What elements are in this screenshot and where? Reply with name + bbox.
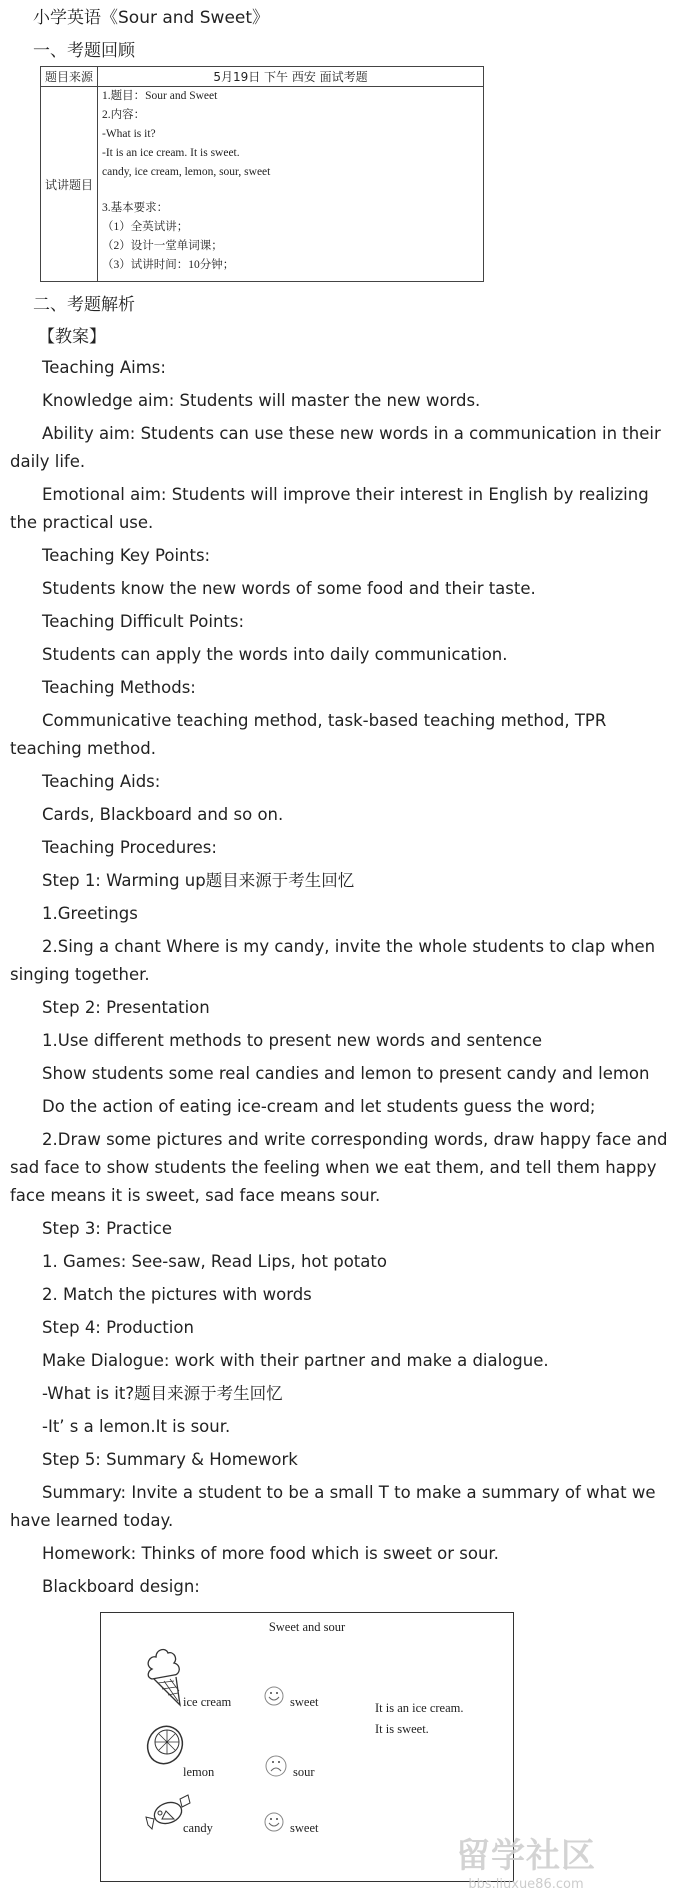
content-line bbox=[102, 182, 479, 199]
lesson-plan-label: 【教案】 bbox=[38, 327, 106, 347]
lesson-paragraph: Show students some real candies and lemon to present candy and lemon bbox=[42, 1064, 650, 1083]
lesson-paragraph: Emotional aim: Students will improve their interest in English by realizing the practical use. bbox=[10, 485, 649, 532]
lesson-paragraph: Students know the new words of some food and their taste. bbox=[42, 579, 536, 598]
lesson-paragraph: 1.Greetings bbox=[42, 904, 138, 923]
lesson-paragraph: 2.Draw some pictures and write corresponding words, draw happy face and sad face to show students the feeling when we eat them, and tell them happy face means it is sweet, sad face means sour. bbox=[10, 1130, 668, 1205]
word-lemon: lemon bbox=[183, 1765, 215, 1779]
content-line: -It is an ice cream. It is sweet. bbox=[102, 147, 240, 159]
taste-sour: sour bbox=[293, 1765, 315, 1779]
lesson-paragraph: Teaching Methods: bbox=[42, 678, 196, 697]
section-heading-review: 一、考题回顾 bbox=[33, 41, 135, 61]
happy-face-icon bbox=[264, 1685, 284, 1707]
word-ice-cream: ice cream bbox=[183, 1695, 232, 1709]
lesson-paragraph: Communicative teaching method, task-based teaching method, TPR teaching method. bbox=[10, 711, 607, 758]
sad-face-icon bbox=[265, 1754, 287, 1777]
lesson-paragraph: 2.Sing a chant Where is my candy, invite the whole students to clap when singing together. bbox=[10, 937, 656, 984]
lesson-paragraph: Step 1: Warming up题目来源于考生回忆 bbox=[42, 871, 355, 890]
lesson-paragraph: Teaching Difficult Points: bbox=[42, 612, 245, 631]
lesson-paragraph: 2. Match the pictures with words bbox=[42, 1285, 312, 1304]
lesson-paragraph: Students can apply the words into daily communication. bbox=[42, 645, 508, 664]
lesson-paragraph: Teaching Aids: bbox=[42, 772, 161, 791]
lesson-paragraph: Step 5: Summary & Homework bbox=[42, 1450, 298, 1469]
lesson-paragraph: Ability aim: Students can use these new words in a communication in their daily life. bbox=[10, 424, 661, 471]
word-candy: candy bbox=[183, 1821, 213, 1835]
lesson-paragraph: 1.Use different methods to present new words and sentence bbox=[42, 1031, 543, 1050]
row-topic-label: 试讲题目 bbox=[41, 87, 98, 282]
lesson-paragraph: Knowledge aim: Students will master the new words. bbox=[42, 391, 481, 410]
lesson-plan-body bbox=[10, 354, 668, 1606]
lesson-paragraph: Step 2: Presentation bbox=[42, 998, 210, 1017]
lesson-paragraph: Teaching Key Points: bbox=[42, 546, 211, 565]
topic-content bbox=[98, 87, 484, 282]
blackboard-design bbox=[100, 1612, 514, 1882]
doc-title: 小学英语《Sour and Sweet》 bbox=[33, 8, 270, 28]
lesson-paragraph: 1. Games: See-saw, Read Lips, hot potato bbox=[42, 1252, 387, 1271]
lesson-paragraph: Step 3: Practice bbox=[42, 1219, 173, 1238]
lesson-paragraph: Make Dialogue: work with their partner and make a dialogue. bbox=[42, 1351, 549, 1370]
taste-sweet: sweet bbox=[290, 1695, 319, 1709]
lesson-paragraph: Do the action of eating ice-cream and let students guess the word; bbox=[42, 1097, 596, 1116]
content-line: 1.题目：Sour and Sweet bbox=[102, 90, 218, 102]
lesson-paragraph: Blackboard design: bbox=[42, 1577, 200, 1596]
lesson-paragraph: Summary: Invite a student to be a small T to make a summary of what we have learned today. bbox=[10, 1483, 656, 1530]
content-line: （2）设计一堂单词课； bbox=[102, 240, 223, 252]
content-line: （1）全英试讲； bbox=[102, 221, 189, 233]
content-line: （3）试讲时间：10分钟； bbox=[102, 259, 235, 271]
board-sentence-2: It is sweet. bbox=[375, 1722, 429, 1736]
lesson-paragraph: Cards, Blackboard and so on. bbox=[42, 805, 284, 824]
watermark-logo bbox=[456, 1828, 596, 1892]
header-date: 5月19日 下午 西安 面试考题 bbox=[98, 67, 484, 87]
lesson-paragraph: -It’ s a lemon.It is sour. bbox=[42, 1417, 231, 1436]
content-line: candy, ice cream, lemon, sour, sweet bbox=[102, 166, 271, 178]
lesson-paragraph: Teaching Procedures: bbox=[42, 838, 217, 857]
content-line: 2.内容： bbox=[102, 109, 146, 121]
lesson-paragraph: Step 4: Production bbox=[42, 1318, 194, 1337]
board-sentence-1: It is an ice cream. bbox=[375, 1701, 464, 1715]
lesson-paragraph: Homework: Thinks of more food which is sweet or sour. bbox=[42, 1544, 499, 1563]
lesson-paragraph: -What is it?题目来源于考生回忆 bbox=[42, 1384, 283, 1403]
content-line: 3.基本要求： bbox=[102, 202, 169, 214]
exam-table bbox=[40, 66, 484, 282]
taste-sweet: sweet bbox=[290, 1821, 319, 1835]
watermark-url: bbs.liuxue86.com bbox=[468, 1877, 584, 1892]
lemon-icon bbox=[145, 1723, 189, 1769]
board-title: Sweet and sour bbox=[268, 1620, 346, 1634]
header-source: 题目来源 bbox=[41, 67, 98, 87]
happy-face-icon bbox=[264, 1811, 284, 1833]
section-heading-analysis: 二、考题解析 bbox=[33, 295, 135, 315]
watermark-text: 留学社区 bbox=[456, 1836, 596, 1876]
content-line: -What is it? bbox=[102, 128, 156, 140]
lesson-paragraph: Teaching Aims: bbox=[42, 358, 166, 377]
